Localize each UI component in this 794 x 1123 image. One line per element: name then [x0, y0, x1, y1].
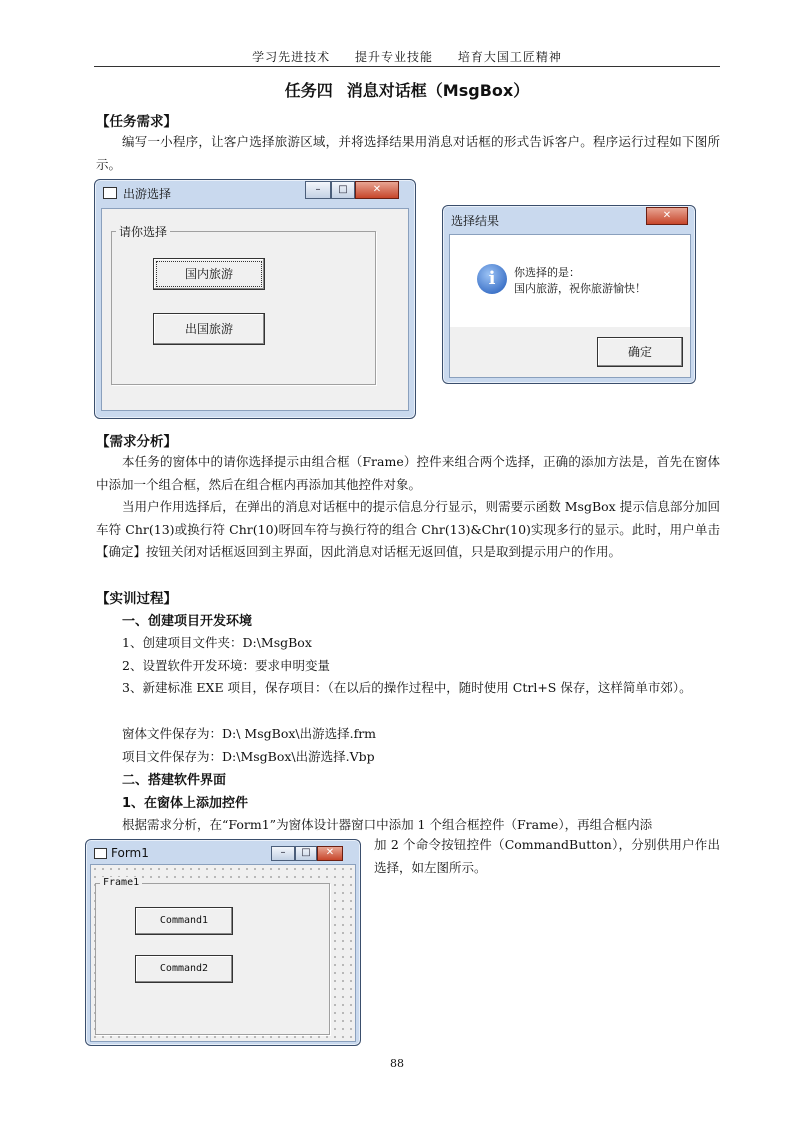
close-icon[interactable]: ✕	[317, 846, 343, 861]
domestic-travel-button[interactable]: 国内旅游	[153, 258, 265, 290]
page-header	[94, 48, 720, 65]
step-line: 2、设置软件开发环境：要求申明变量	[122, 658, 330, 673]
maximize-icon[interactable]: □	[331, 181, 355, 199]
app-icon	[103, 187, 117, 199]
caption-buttons	[305, 181, 399, 199]
close-icon[interactable]: ✕	[355, 181, 399, 199]
window-title: Form1	[111, 846, 149, 860]
ok-button[interactable]: 确定	[597, 337, 683, 367]
title-task: 任务四	[284, 81, 333, 100]
form1-window	[85, 839, 361, 1046]
section-heading: 【任务需求】	[96, 114, 177, 130]
form-designer-grid	[90, 864, 356, 1042]
msgbox-body	[449, 234, 691, 378]
paragraph: 当用户作用选择后，在弹出的消息对话框中的提示信息分行显示，则需要示函数 MsgBox 提示信息部分加回车符 Chr(13)或换行符 Chr(10)呀回车符与换行符的组合 Chr(13)&Chr(10)实现多行的显示。此时，用户单击【确定】按钮关闭对话框返回到主界面，因此消息对话框无返回值，只是取到提示用户的作用。	[96, 499, 720, 559]
page-number: 88	[390, 1057, 404, 1070]
section-heading: 【实训过程】	[96, 591, 177, 607]
step-line: 3、新建标准 EXE 项目，保存项目：（在以后的操作过程中，随时使用 Ctrl+S 保存，这样简单市郊）。	[122, 680, 692, 695]
message-line: 国内旅游，祝你旅游愉快！	[514, 282, 646, 295]
travel-window	[94, 179, 416, 419]
paragraph: 编写一小程序，让客户选择旅游区域，并将选择结果用消息对话框的形式告诉客户。程序运行过程如下图所示。	[96, 134, 720, 172]
page-title	[94, 78, 720, 101]
maximize-icon[interactable]: □	[295, 846, 317, 861]
paragraph: 根据需求分析，在“Form1”为窗体设计器窗口中添加 1 个组合框控件（Frame），再组合框内添	[122, 817, 653, 832]
minimize-icon[interactable]: –	[305, 181, 331, 199]
msgbox-title: 选择结果	[451, 214, 500, 228]
frame-label: 请你选择	[116, 223, 170, 240]
paragraph: 加 2 个命令按钮控件（CommandButton），分别供用户作出选择，如左图所示。	[374, 837, 720, 875]
subheading: 1、在窗体上添加控件	[122, 796, 249, 811]
app-icon	[94, 848, 107, 859]
header-item: 提升专业技能	[354, 50, 433, 64]
frame-label: Frame1	[100, 877, 142, 888]
message-line: 你选择的是：	[514, 266, 580, 279]
result-msgbox	[442, 205, 696, 384]
group-frame	[111, 231, 376, 385]
title-topic: 消息对话框（MsgBox）	[346, 81, 530, 100]
overseas-travel-button[interactable]: 出国旅游	[153, 313, 265, 345]
step-line: 窗体文件保存为：D:\ MsgBox\出游选择.frm	[122, 726, 377, 741]
minimize-icon[interactable]: –	[271, 846, 295, 861]
header-rule	[94, 66, 720, 67]
window-title: 出游选择	[123, 187, 172, 201]
command1-button[interactable]: Command1	[135, 907, 233, 935]
window-client	[101, 208, 409, 411]
header-item: 学习先进技术	[252, 50, 331, 64]
subheading: 二、搭建软件界面	[122, 773, 227, 788]
subheading: 一、创建项目开发环境	[122, 614, 253, 629]
caption-buttons	[271, 846, 343, 861]
header-item: 培育大国工匠精神	[457, 50, 562, 64]
section-heading: 【需求分析】	[96, 434, 177, 450]
paragraph: 本任务的窗体中的请你选择提示由组合框（Frame）控件来组合两个选择，正确的添加方法是，首先在窗体中添加一个组合框，然后在组合框内再添加其他控件对象。	[96, 454, 720, 492]
close-icon[interactable]: ✕	[646, 207, 688, 225]
step-line: 1、创建项目文件夹：D:\MsgBox	[122, 635, 312, 650]
command2-button[interactable]: Command2	[135, 955, 233, 983]
msgbox-message	[514, 265, 646, 297]
info-icon: i	[477, 264, 507, 294]
step-line: 项目文件保存为：D:\MsgBox\出游选择.Vbp	[122, 749, 375, 764]
